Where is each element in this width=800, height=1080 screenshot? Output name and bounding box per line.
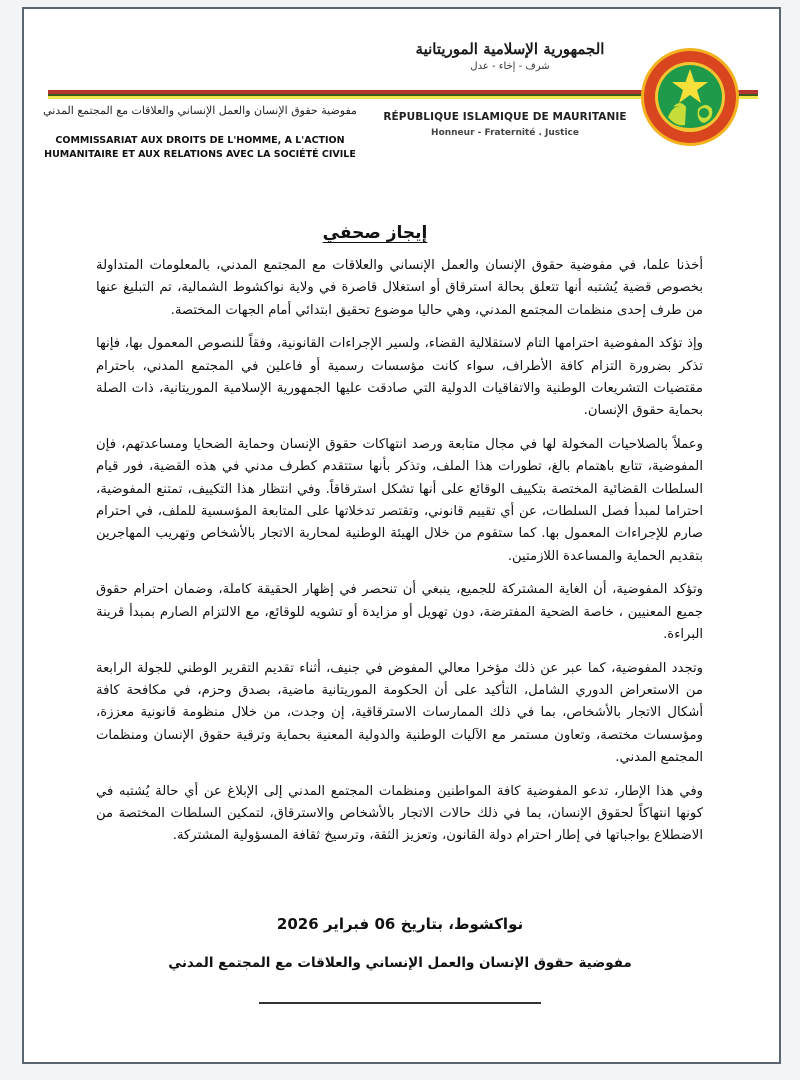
paragraph: أخذنا علما، في مفوضية حقوق الإنسان والعمل الإنساني والعلاقات مع المجتمع المدني، بالمعلومات المتداولة بخصوص قضية يُشتبه أنها تتعلق بحالة استرقاق أو استغلال قاصرة في ولاية نواكشوط الشمالية، تم التبليغ عنها من طرف إحدى منظمات المجتمع المدني، وهي حاليا موضوع تحقيق ابتدائي أمام الجهات المختصة. bbox=[96, 258, 703, 318]
paragraph: وتؤكد المفوضية، أن الغاية المشتركة للجميع، ينبغي أن تنحصر في إظهار الحقيقة كاملة، وضمان احترام حقوق جميع المعنيين ، خاصة الضحية المفترضة، دون تهويل أو مزايدة أو تشويه للوقائع، مع الالتزام الصارم بمبدأ قرينة البراءة. bbox=[96, 582, 703, 643]
commission-name-arabic: مفوضية حقوق الإنسان والعمل الإنساني والعلاقات مع المجتمع المدني bbox=[43, 104, 357, 117]
crescent-inner bbox=[699, 108, 709, 118]
paragraph: وتجدد المفوضية، كما عبر عن ذلك مؤخرا معالي المفوض في جنيف، أثناء تقديم التقرير الوطني للجولة الرابعة من الاستعراض الدوري الشامل، التأكيد على أن الحكومة الموريتانية ماضية، بصدق وحزم، في مكافحة كافة أشكال الاتجار بالأشخاص، بما في ذلك الممارسات الاسترقاقية، إن وجدت، من خلال منظومة قانونية معززة، ومؤسسات مختصة، وتعاون مستمر مع الآليات الوطنية والدولية المعنية بحماية وترقية حقوق الإنسان ومنظمات المجتمع المدني. bbox=[96, 660, 703, 766]
paragraph: وعملاً بالصلاحيات المخولة لها في مجال متابعة ورصد انتهاكات حقوق الإنسان وحماية الضحايا ومساعدتهم، فإن المفوضية، تتابع باهتمام بالغ، تطورات هذا الملف، وتذكر بأنها ستتقدم كطرف مدني في هذه القضية، فور قيام السلطات القضائية المختصة بتكييف الوقائع على أنها تشكل استرقاقاً. وفي انتظار هذا التكييف، تمتنع المفوضية، احتراما لمبدأ فصل السلطات، عن أي تقييم قانوني، وتقتصر تدخلاتها على المتابعة المؤسسية للملف، في احترام صارم للإجراءات المعمول بها. كما ستقوم من خلال الهيئة الوطنية لمحاربة الاتجار بالأشخاص وتهريب المهاجرين بتقديم الحماية والمساعدة اللازمتين. bbox=[96, 436, 703, 564]
place-and-date: نواكشوط، بتاريخ 06 فبراير 2026 bbox=[276, 915, 524, 933]
coat-of-arms-icon bbox=[640, 47, 740, 147]
commission-fr-line2: HUMANITAIRE ET AUX RELATIONS AVEC LA SOCIÉTÉ CIVILE bbox=[44, 149, 356, 160]
commission-name-french bbox=[40, 134, 360, 162]
republic-name-french: RÉPUBLIQUE ISLAMIQUE DE MAURITANIE bbox=[383, 111, 627, 123]
republic-name-arabic: الجمهورية الإسلامية الموريتانية bbox=[415, 40, 605, 58]
paragraph: وفي هذا الإطار، تدعو المفوضية كافة المواطنين ومنظمات المجتمع المدني إلى الإبلاغ عن أي حالة يُشتبه في كونها انتهاكاً لحقوق الإنسان، بما في ذلك حالات الاتجار بالأشخاص والاسترقاق، لتمكين السلطات المختصة من الاضطلاع بواجباتها في إطار احترام دولة القانون، وتعزيز الثقة، وترسيخ ثقافة المسؤولية المشتركة. bbox=[96, 783, 703, 844]
document-title: إيجاز صحفي bbox=[322, 223, 428, 243]
paragraph: وإذ تؤكد المفوضية احترامها التام لاستقلالية القضاء، ولسير الإجراءات القانونية، وفقاً للنصوص المعمول بها، فإنها تذكر بضرورة التزام كافة الأطراف، سواء كانت مؤسسات رسمية أو فاعلين في المجتمع المدني، باحترام مقتضيات التشريعات الوطنية والاتفاقيات الدولية التي صادقت عليها الجمهورية الإسلامية الموريتانية، ذات الصلة بحماية حقوق الإنسان. bbox=[96, 336, 703, 419]
commission-fr-line1: COMMISSARIAT AUX DROITS DE L'HOMME, A L'ACTION bbox=[55, 135, 345, 146]
motto-french: Honneur - Fraternité . Justice bbox=[431, 128, 579, 138]
document-body bbox=[96, 255, 703, 859]
motto-arabic: شرف - إخاء - عدل bbox=[470, 61, 550, 72]
signature-line bbox=[259, 1002, 541, 1004]
signatory: مفوضية حقوق الإنسان والعمل الإنساني والعلاقات مع المجتمع المدني bbox=[168, 955, 632, 971]
